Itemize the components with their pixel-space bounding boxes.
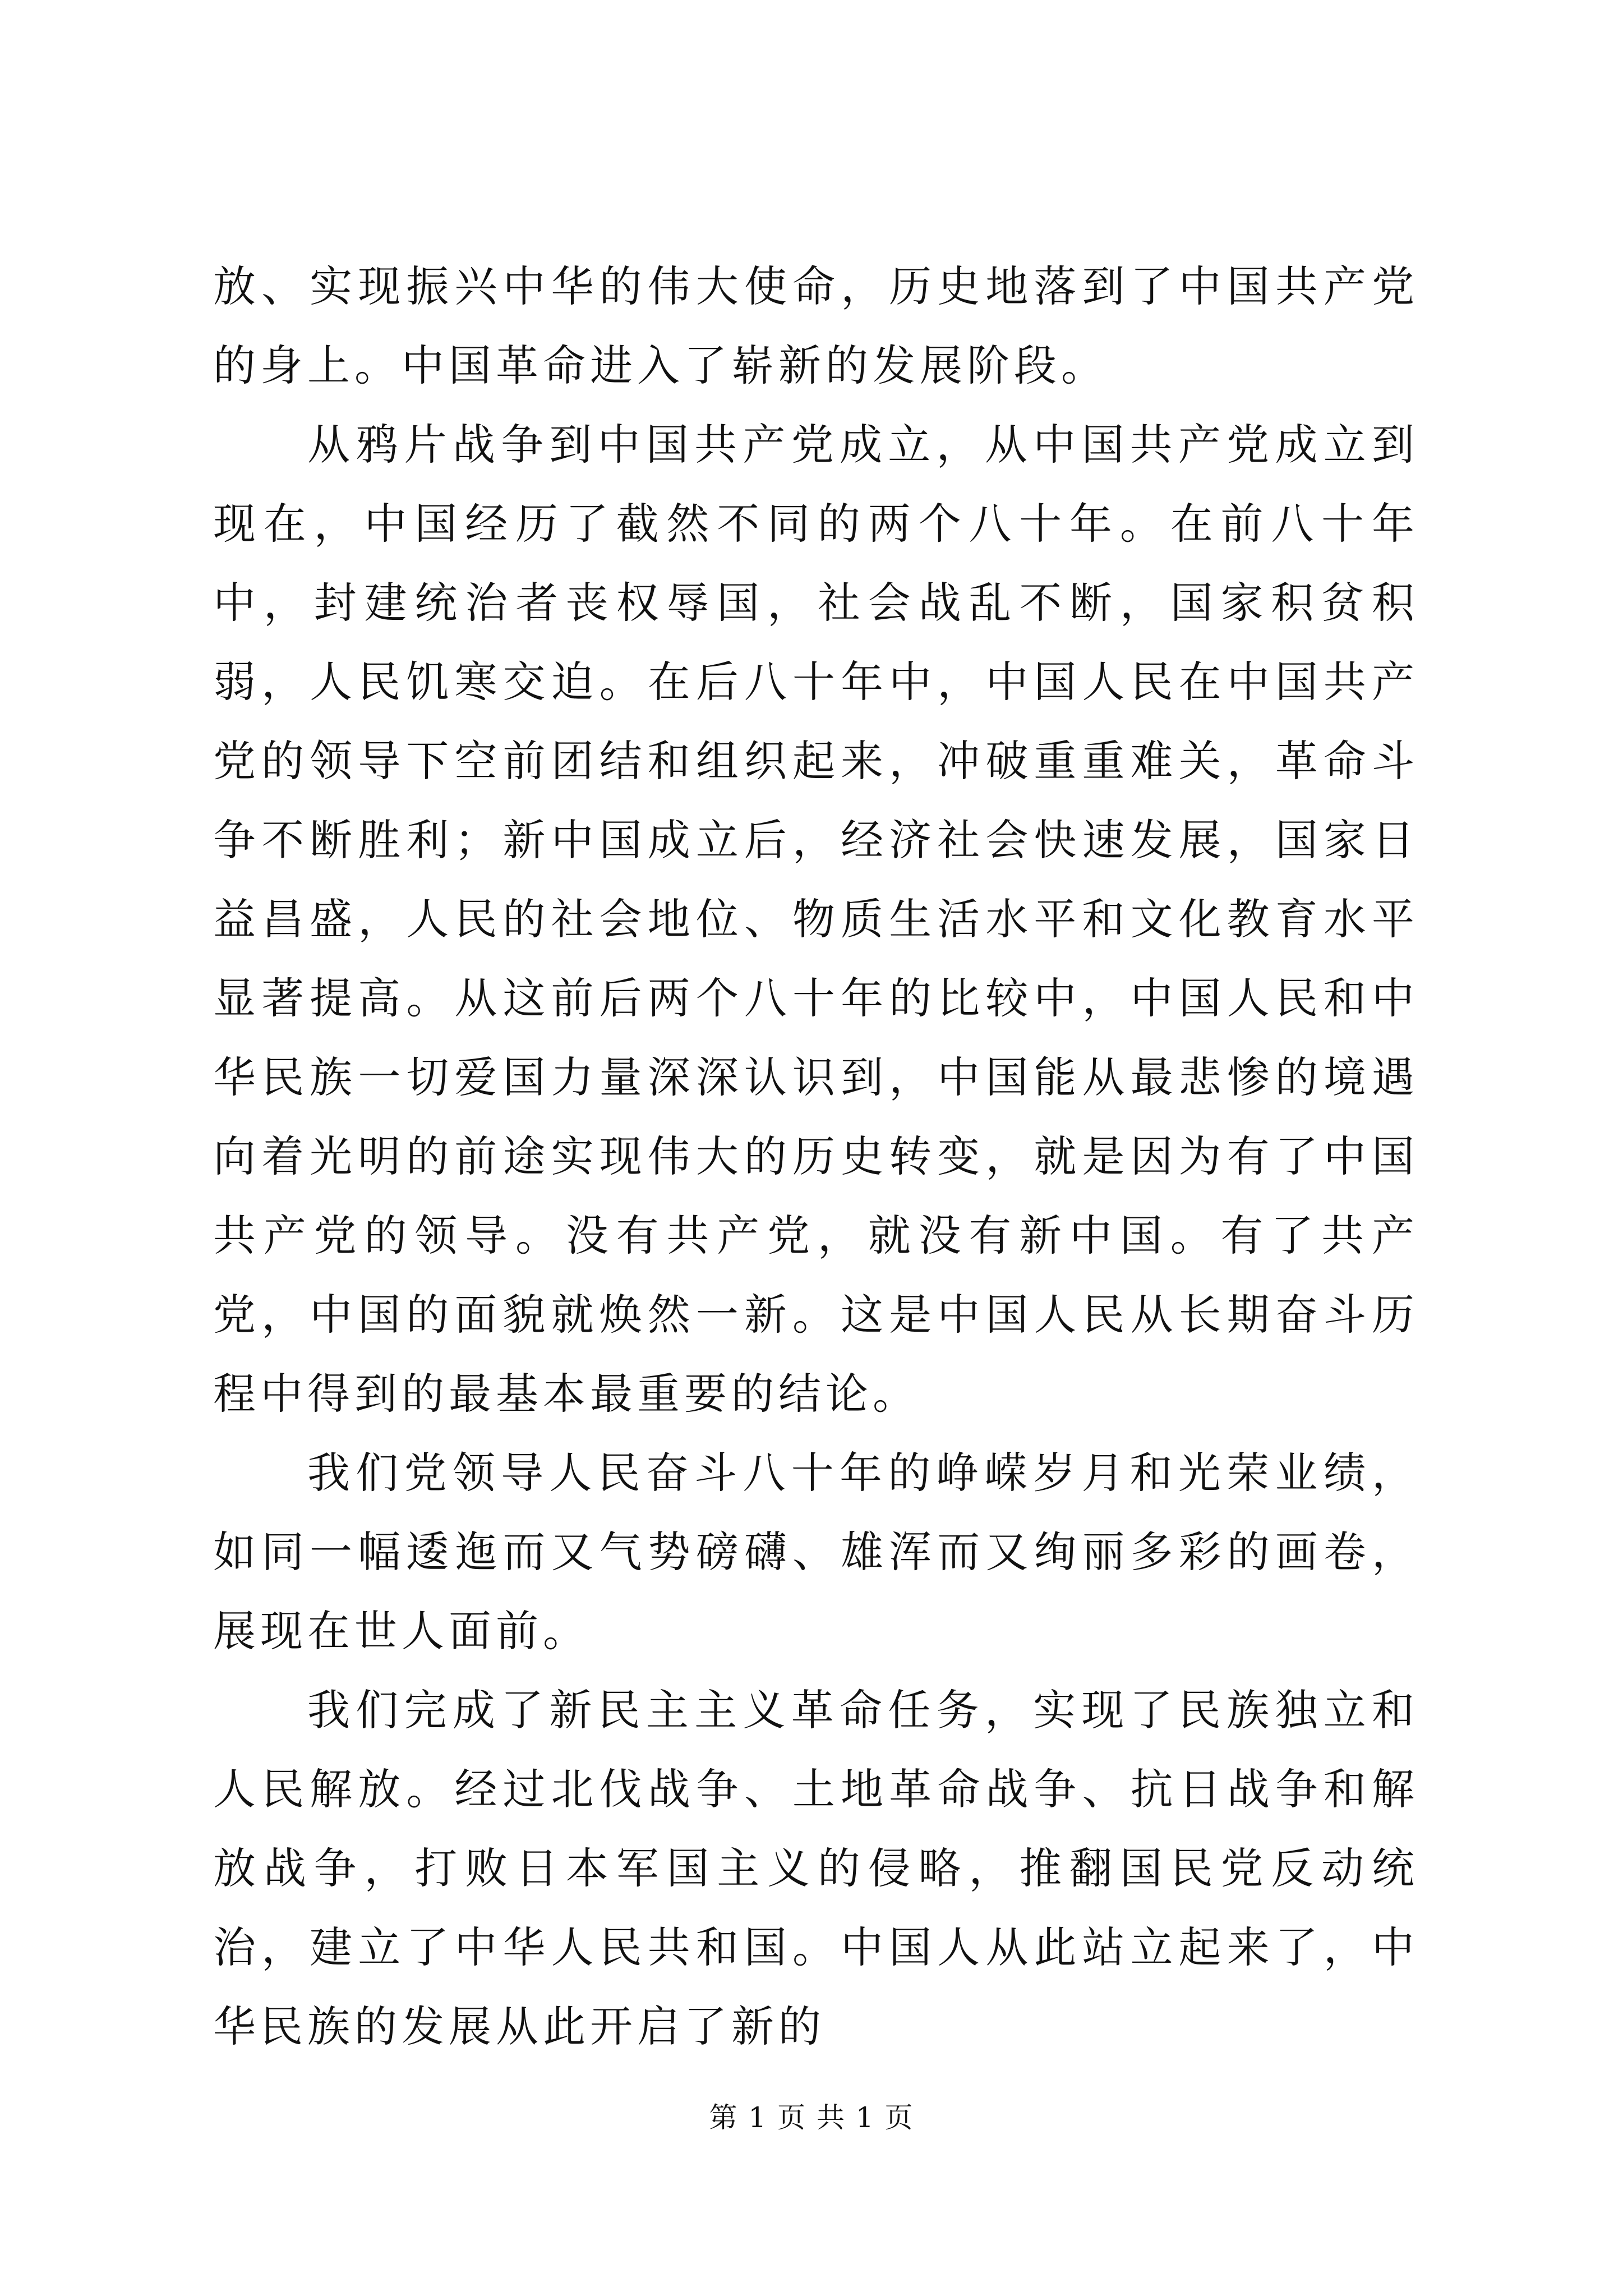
paragraph: 放、实现振兴中华的伟大使命，历史地落到了中国共产党的身上。中国革命进入了崭新的发展阶段。	[213, 261, 1419, 390]
paragraph: 我们党领导人民奋斗八十年的峥嵘岁月和光荣业绩，如同一幅逶迤而又气势磅礴、雄浑而又绚丽多彩的画卷，展现在世人面前。	[213, 1448, 1419, 1656]
document-body	[213, 247, 1419, 2066]
page-footer: 第 1 页 共 1 页	[709, 2101, 914, 2134]
paragraph: 我们完成了新民主主义革命任务，实现了民族独立和人民解放。经过北伐战争、土地革命战争、抗日战争和解放战争，打败日本军国主义的侵略，推翻国民党反动统治，建立了中华人民共和国。中国人从此站立起来了，中华民族的发展从此开启了新的	[213, 1685, 1419, 2051]
paragraph: 从鸦片战争到中国共产党成立，从中国共产党成立到现在，中国经历了截然不同的两个八十年。在前八十年中，封建统治者丧权辱国，社会战乱不断，国家积贫积弱，人民饥寒交迫。在后八十年中，中国人民在中国共产党的领导下空前团结和组织起来，冲破重重难关，革命斗争不断胜利；新中国成立后，经济社会快速发展，国家日益昌盛，人民的社会地位、物质生活水平和文化教育水平显著提高。从这前后两个八十年的比较中，中国人民和中华民族一切爱国力量深深认识到，中国能从最悲惨的境遇向着光明的前途实现伟大的历史转变，就是因为有了中国共产党的领导。没有共产党，就没有新中国。有了共产党，中国的面貌就焕然一新。这是中国人民从长期奋斗历程中得到的最基本最重要的结论。	[213, 420, 1419, 1419]
